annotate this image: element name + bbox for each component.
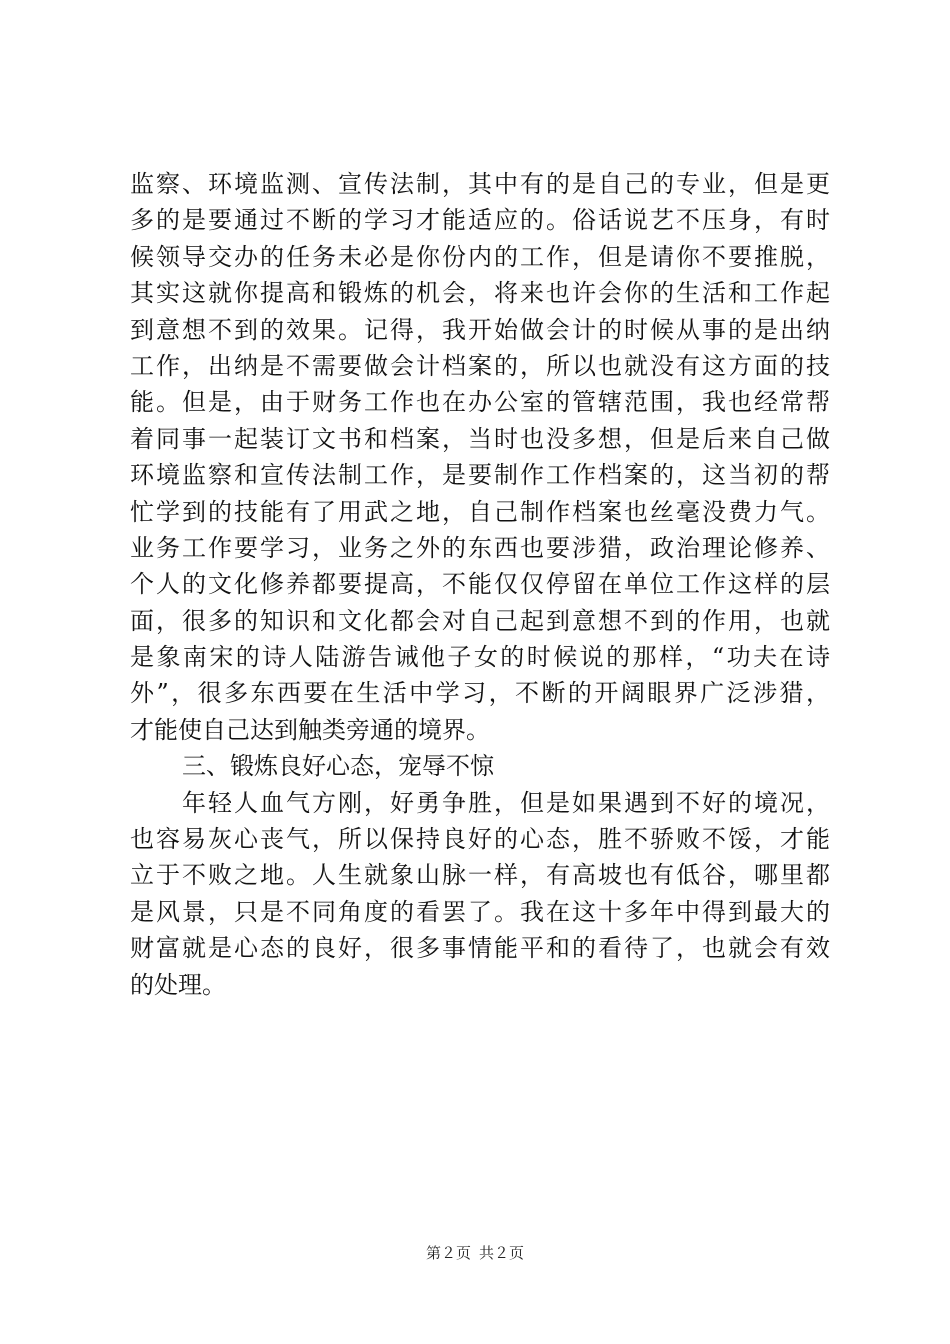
page-footer: [0, 1243, 950, 1263]
body-line: 环境监察和宣传法制工作，是要制作工作档案的，这当初的帮: [130, 461, 830, 490]
body-line: 监察、环境监测、宣传法制，其中有的是自己的专业，但是更: [130, 170, 830, 198]
body-line: 到意想不到的效果。记得，我开始做会计的时候从事的是出纳: [130, 315, 830, 344]
body-line: 才能使自己达到触类旁通的境界。: [130, 715, 490, 744]
section-heading: 三、锻炼良好心态，宠辱不惊: [182, 752, 494, 781]
body-line: 立于不败之地。人生就象山脉一样，有高坡也有低谷，哪里都: [130, 861, 830, 890]
page-number: 第２页: [425, 1244, 471, 1262]
body-line: 工作，出纳是不需要做会计档案的，所以也就没有这方面的技: [130, 351, 830, 380]
body-line: 着同事一起装订文书和档案，当时也没多想，但是后来自己做: [130, 424, 830, 453]
body-line: 业务工作要学习，业务之外的东西也要涉猎，政治理论修养、: [130, 533, 830, 562]
body-line: 其实这就你提高和锻炼的机会，将来也许会你的生活和工作起: [130, 279, 830, 308]
page-total: 共２页: [479, 1244, 525, 1262]
body-line: 的处理。: [130, 970, 226, 999]
body-line: 是风景，只是不同角度的看罢了。我在这十多年中得到最大的: [130, 897, 830, 926]
body-line: 能。但是，由于财务工作也在办公室的管辖范围，我也经常帮: [130, 388, 830, 417]
body-line: 也容易灰心丧气，所以保持良好的心态，胜不骄败不馁，才能: [130, 825, 830, 854]
body-line: 外”，很多东西要在生活中学习，不断的开阔眼界广泛涉猎，: [130, 679, 830, 708]
body-line: 多的是要通过不断的学习才能适应的。俗话说艺不压身，有时: [130, 206, 830, 235]
document-body: [130, 166, 830, 1003]
body-line: 财富就是心态的良好，很多事情能平和的看待了，也就会有效: [130, 934, 830, 963]
body-line: 年轻人血气方刚，好勇争胜，但是如果遇到不好的境况，: [182, 788, 830, 817]
body-line: 是象南宋的诗人陆游告诫他子女的时候说的那样，“功夫在诗: [130, 643, 830, 672]
body-line: 候领导交办的任务未必是你份内的工作，但是请你不要推脱，: [130, 242, 830, 271]
body-line: 面，很多的知识和文化都会对自己起到意想不到的作用，也就: [130, 606, 830, 635]
body-line: 个人的文化修养都要提高，不能仅仅停留在单位工作这样的层: [130, 570, 830, 599]
body-line: 忙学到的技能有了用武之地，自己制作档案也丝毫没费力气。: [130, 497, 830, 526]
